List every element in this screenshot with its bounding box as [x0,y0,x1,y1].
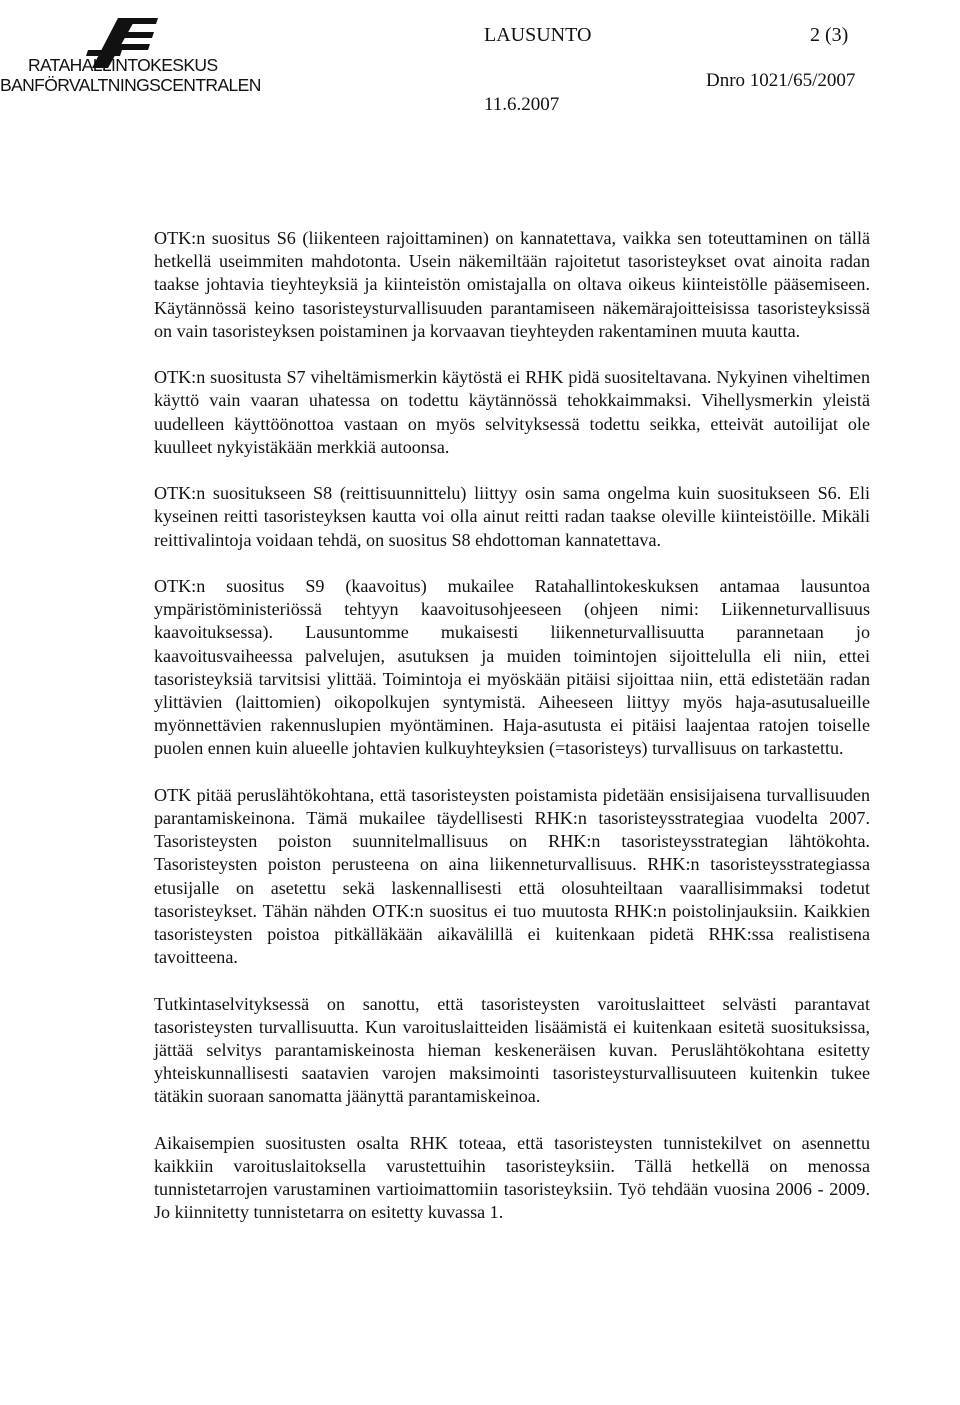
paragraph: OTK:n suositusta S7 viheltämismerkin käytöstä ei RHK pidä suositeltavana. Nykyinen viheltimen käyttö vain vaaran uhatessa on todettu käytännössä tehokkaimmaksi. Vihellysmerkin yleistä uudelleen käyttöönottoa vastaan on myös selvityksessä todettu seikka, etteivät autoilijat ole kuulleet nykyistäkään merkkiä autoonsa. [154,367,870,457]
paragraph: OTK pitää peruslähtökohtana, että tasoristeysten poistamista pidetään ensisijaisena turvallisuuden parantamiskeinona. Tämä mukailee täydellisesti RHK:n tasoristeysstrategiaa vuodelta 2007. Tasoristeysten poiston suunnitelmallisuus on RHK:n tasoristeysstrategian lähtökohta. Tasoristeysten poiston perusteena on aina liikenneturvallisuus. RHK:n tasoristeysstrategiassa etusijalle on asetettu sekä laskennallisesti että olosuhteiltaan vaarallisimmaksi todetut tasoristeykset. Tähän nähden OTK:n suositus ei tuo muutosta RHK:n poistolinjauksiin. Kaikkien tasoristeysten poistoa pitkälläkään aikavälillä ei kuitenkaan pidetä RHK:ssa realistisena tavoitteena. [154,784,870,968]
paragraph: Aikaisempien suositusten osalta RHK toteaa, että tasoristeysten tunnistekilvet on asennettu kaikkiin varoituslaitoksella varustettuihin tasoristeyksiin. Tällä hetkellä on menossa tunnistetarrojen varustaminen vartioimattomiin tasoristeyksiin. Työ tehdään vuosina 2006 - 2009. Jo kiinnitetty tunnistetarra on esitetty kuvassa 1. [154,1132,870,1223]
paragraph: Tutkintaselvityksessä on sanottu, että tasoristeysten varoituslaitteet selvästi parantavat tasoristeysten turvallisuutta. Kun varoituslaitteiden lisäämistä ei kuitenkaan esitetä suosituksissa, jättää selvitys parantamiskeinosta hieman keskeneräisen kuvan. Peruslähtökohtana esitetty yhteiskunnallisesti saatavien varojen maksimointi tasoristeysturvallisuuteen kuitenkin tukee tätäkin suoraan sanomatta jäänyttä parantamiskeinoa. [154,993,870,1107]
document-type: LAUSUNTO [484,24,592,46]
paragraph: OTK:n suositukseen S8 (reittisuunnittelu) liittyy osin sama ongelma kuin suositukseen S6. Eli kyseinen reitti tasoristeyksen kautta voi olla ainut reitti radan taakse oleville kiinteistöille. Mikäli reittivalintoja voidaan tehdä, on suositus S8 ehdottoman kannatettava. [154,483,870,550]
org-name-finnish: RATAHALLINTOKESKUS [28,55,218,75]
paragraph: OTK:n suositus S9 (kaavoitus) mukailee Ratahallintokeskuksen antamaa lausuntoa ympäristöministeriössä tehtyyn kaavoitusohjeeseen (ohjeen nimi: Liikenneturvallisuus kaavoituksessa). Lausuntomme mukaisesti liikenneturvallisuutta parannetaan jo kaavoitusvaiheessa palvelujen, asutuksen ja muiden toimintojen sijoittelulla eli niin, ettei tasoristeyksiä tarvitsisi ylittää. Toimintoja ei myöskään pitäisi sijoittaa niin, että edistetään radan ylittävien (laittomien) oikopolkujen syntymistä. Aiheeseen liittyy myös haja-asutusalueille myönnettävien rakennuslupien myöntäminen. Haja-asutusta ei pitäisi laajentaa ratojen toiselle puolen ennen kuin alueelle johtavien kulkuyhteyksien (=tasoristeys) turvallisuus on tarkastettu. [154,576,870,759]
document-body [154,227,870,1225]
document-date: 11.6.2007 [484,94,560,115]
diary-number: Dnro 1021/65/2007 [706,70,856,91]
org-name-swedish: BANFÖRVALTNINGSCENTRALEN [0,75,261,95]
paragraph: OTK:n suositus S6 (liikenteen rajoittaminen) on kannatettava, vaikka sen toteuttaminen on tällä hetkellä useimmiten mahdotonta. Usein näkemiltään rajoitetut tasoristeykset ovat ainoita radan taakse johtavia tieyhteyksiä ja kiinteistön omistajalla on oltava oikeus kiinteistölle pääsemiseen. Käytännössä keino tasoristeysturvallisuuden parantamiseen näkemärajoitteisissa tasoristeyksissä on vain tasoristeyksen poistaminen ja korvaavan tieyhteyden rakentaminen muuta kautta. [154,228,870,341]
page-number: 2 (3) [810,24,849,46]
